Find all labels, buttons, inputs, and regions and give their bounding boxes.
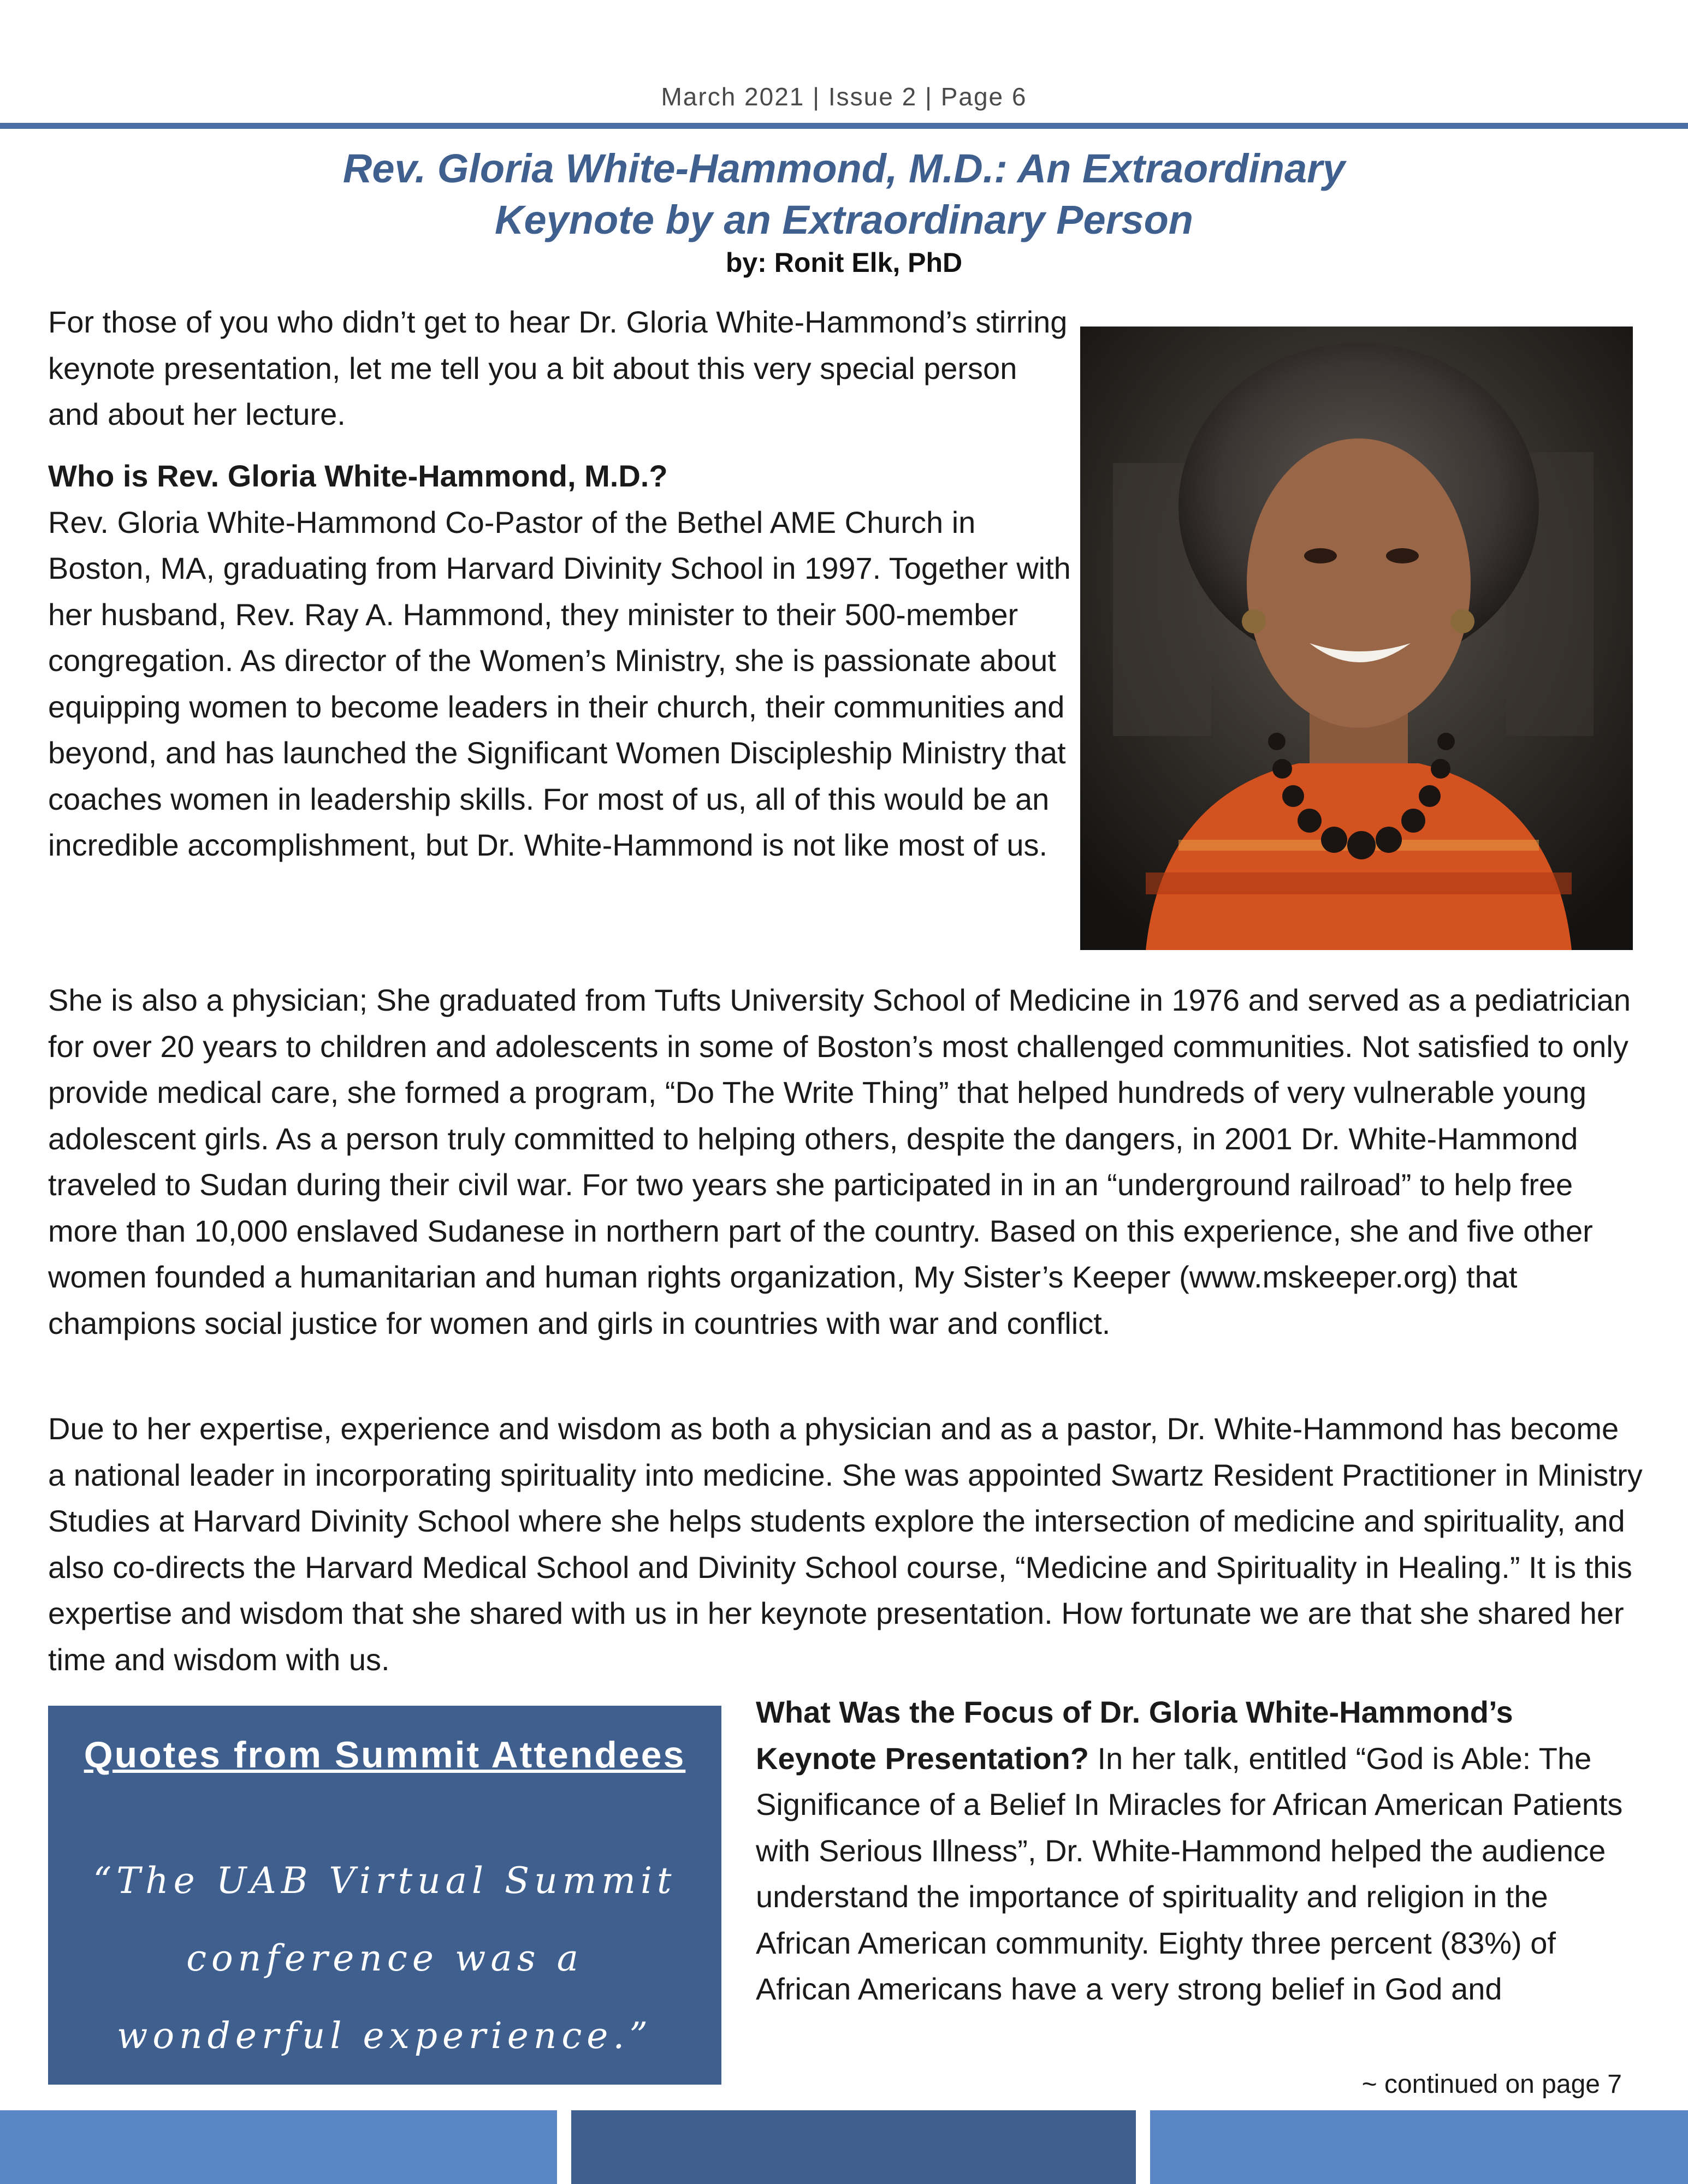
who-section: [48, 453, 1086, 869]
footer-bar-right: [1150, 2110, 1688, 2184]
footer-bar-left: [0, 2110, 557, 2184]
footer-bar-center: [571, 2110, 1136, 2184]
intro-paragraph: For those of you who didn’t get to hear Dr. Gloria White-Hammond’s stirring keynote presentation, let me tell you a bit about this very special person and about her lecture.: [48, 305, 1068, 431]
continued-note: ~ continued on page 7: [1361, 2070, 1622, 2099]
quotes-sidebar: [48, 1706, 721, 2085]
article-title-line-1: Rev. Gloria White-Hammond, M.D.: An Extraordinary: [342, 146, 1346, 191]
portrait-photo: [1080, 327, 1633, 950]
issue-line: March 2021 | Issue 2 | Page 6: [661, 82, 1027, 111]
focus-body: In her talk, entitled “God is Able: The Significance of a Belief In Miracles for African American Patients with Serious Illness”, Dr. White-Hammond helped the audience understand the importance of spirituality and religion in the African American community. Eighty three percent (83%) of African Americans have a very strong belief in God and: [756, 1741, 1623, 2006]
focus-heading: What Was the Focus of Dr. Gloria White-Hammond’s Keynote Presentation?: [756, 1695, 1513, 1776]
who-body: Rev. Gloria White-Hammond Co-Pastor of the Bethel AME Church in Boston, MA, graduating from Harvard Divinity School in 1997. Together with her husband, Rev. Ray A. Hammond, they minister to their 500-member congregation. As director of the Women’s Ministry, she is passionate about equipping women to become leaders in their church, their communities and beyond, and has launched the Significant Women Discipleship Ministry that coaches women in leadership skills. For most of us, all of this would be an incredible accomplishment, but Dr. White-Hammond is not like most of us.: [48, 505, 1071, 862]
focus-paragraph: [756, 1689, 1640, 2013]
header-divider: [0, 123, 1688, 129]
physician-paragraph: She is also a physician; She graduated from Tufts University School of Medicine in 1976 and served as a pediatrician for over 20 years to children and adolescents in some of Boston’s most challenged communities. Not satisfied to only provide medical care, she formed a program, “Do The Write Thing” that helped hundreds of very vulnerable young adolescent girls. As a person truly committed to helping others, despite the dangers, in 2001 Dr. White-Hammond traveled to Sudan during their civil war. For two years she participated in in an “underground railroad” to help free more than 10,000 enslaved Sudanese in northern part of the country. Based on this experience, she and five other women founded a humanitarian and human rights organization, My Sister’s Keeper (www.mskeeper.org) that champions social justice for women and girls in countries with war and conflict.: [48, 983, 1631, 1340]
article-title: [164, 143, 1524, 246]
article-title-line-2: Keynote by an Extraordinary Person: [495, 197, 1193, 242]
quotes-heading: Quotes from Summit Attendees: [84, 1734, 686, 1776]
who-heading: Who is Rev. Gloria White-Hammond, M.D.?: [48, 459, 668, 493]
byline: by: Ronit Elk, PhD: [725, 247, 963, 278]
expertise-paragraph: Due to her expertise, experience and wisdom as both a physician and as a pastor, Dr. White-Hammond has become a national leader in incorporating spirituality into medicine. She was appointed Swartz Resident Practitioner in Ministry Studies at Harvard Divinity School where she helps students explore the intersection of medicine and spirituality, and also co-directs the Harvard Medical School and Divinity School course, “Medicine and Spirituality in Healing.” It is this expertise and wisdom that she shared with us in her keynote presentation. How fortunate we are that she shared her time and wisdom with us.: [48, 1411, 1643, 1677]
portrait-illustration: [1080, 327, 1633, 950]
attendee-quote: “The UAB Virtual Summit conference was a wonderful experience.”: [93, 1860, 677, 2057]
